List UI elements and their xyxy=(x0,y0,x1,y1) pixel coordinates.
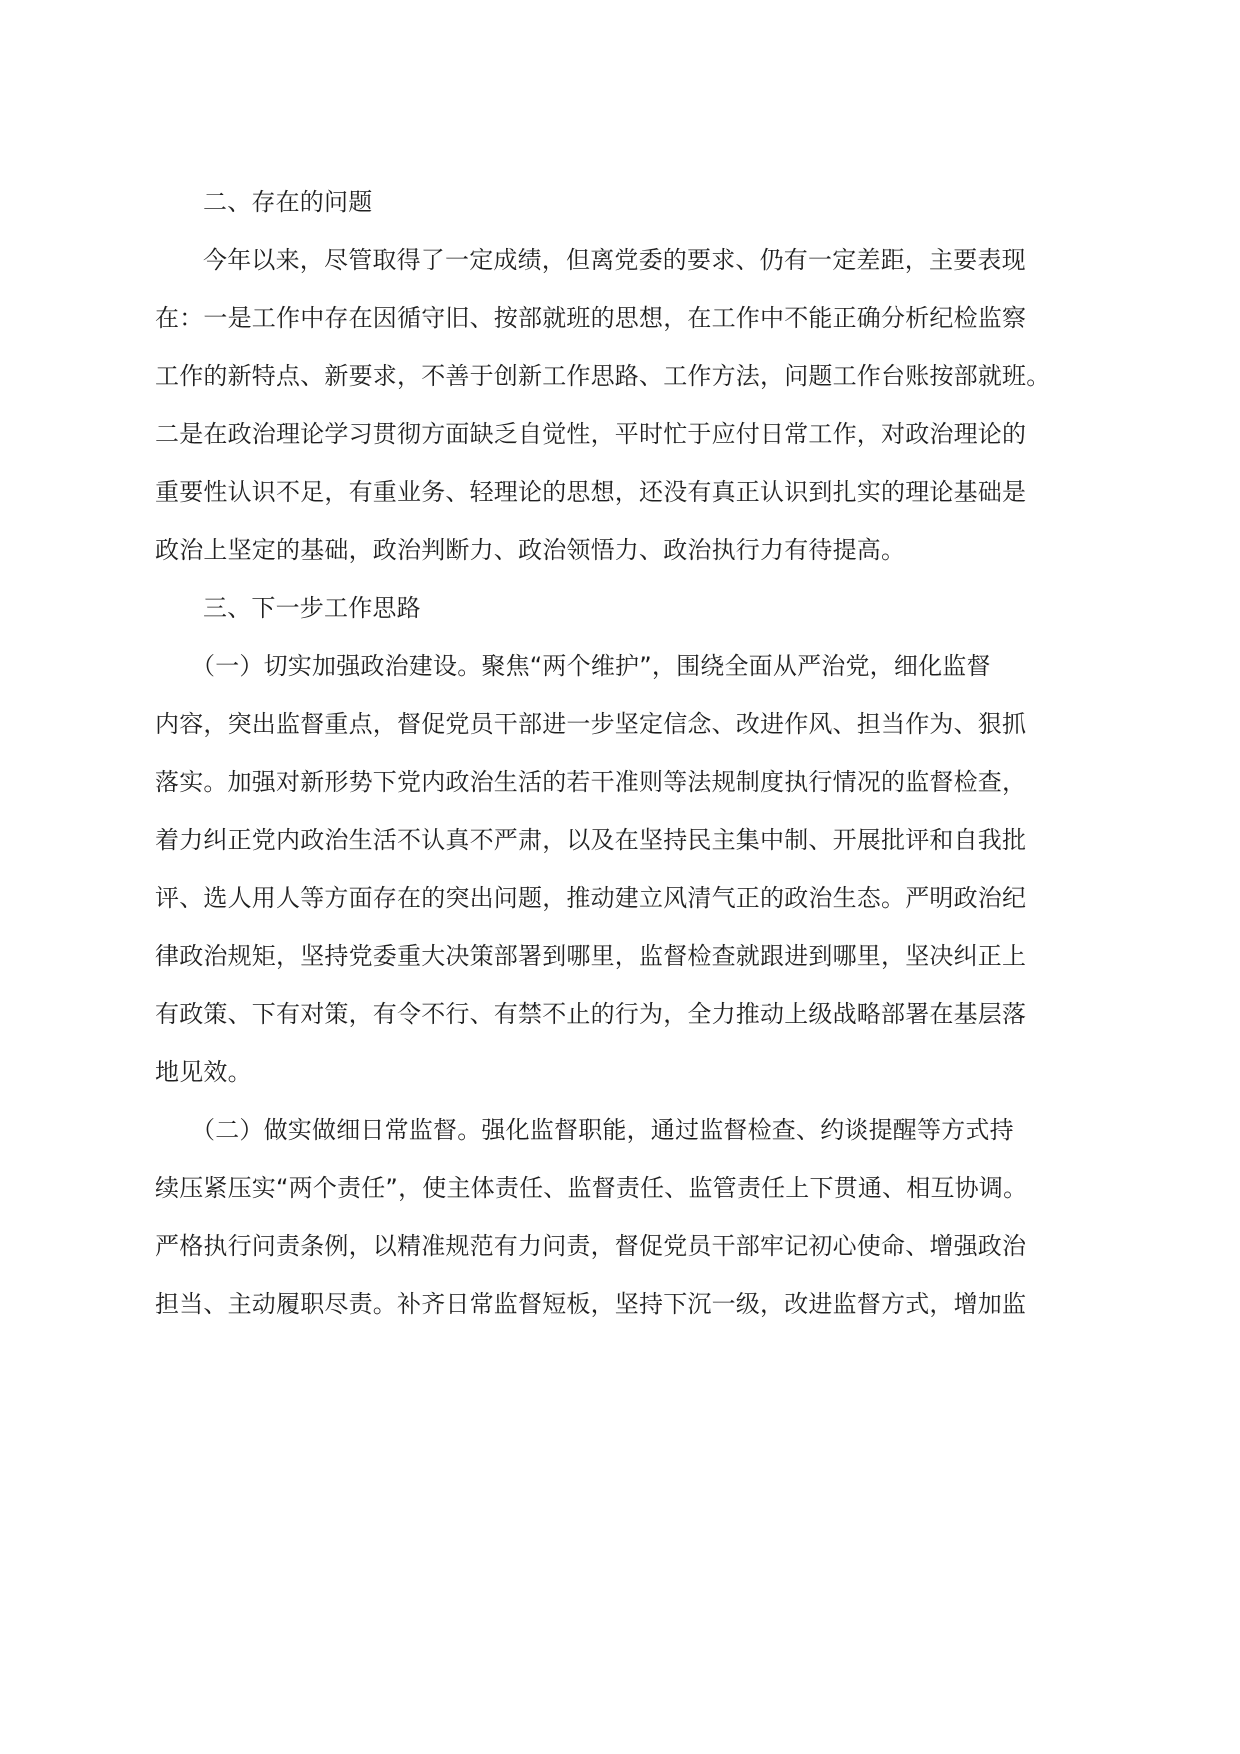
text-line: 在：一是工作中存在因循守旧、按部就班的思想，在工作中不能正确分析纪检监察 xyxy=(155,304,1027,332)
text-line: 今年以来，尽管取得了一定成绩，但离党委的要求、仍有一定差距，主要表现 xyxy=(203,246,1026,274)
text-line: 着力纠正党内政治生活不认真不严肃，以及在坚持民主集中制、开展批评和自我批 xyxy=(155,826,1027,854)
text-line: 二是在政治理论学习贯彻方面缺乏自觉性，平时忙于应付日常工作，对政治理论的 xyxy=(155,420,1027,448)
text-line: 工作的新特点、新要求，不善于创新工作思路、工作方法，问题工作台账按部就班。 xyxy=(155,362,1051,390)
text-line: 内容，突出监督重点，督促党员干部进一步坚定信念、改进作风、担当作为、狠抓 xyxy=(155,710,1027,738)
text-line: 律政治规矩，坚持党委重大决策部署到哪里，监督检查就跟进到哪里，坚决纠正上 xyxy=(155,942,1027,970)
text-line: 担当、主动履职尽责。补齐日常监督短板，坚持下沉一级，改进监督方式，增加监 xyxy=(155,1290,1027,1318)
subheading-political-building: （一）切实加强政治建设。聚焦“两个维护”，围绕全面从严治党，细化监督 xyxy=(191,652,991,680)
text-line: 地见效。 xyxy=(155,1058,252,1086)
text-line: 严格执行问责条例，以精准规范有力问责，督促党员干部牢记初心使命、增强政治 xyxy=(155,1232,1027,1260)
section-heading-problems: 二、存在的问题 xyxy=(203,188,373,216)
text-line: 重要性认识不足，有重业务、轻理论的思想，还没有真正认识到扎实的理论基础是 xyxy=(155,478,1027,506)
text-line: 有政策、下有对策，有令不行、有禁不止的行为，全力推动上级战略部署在基层落 xyxy=(155,1000,1027,1028)
text-line: 续压紧压实“两个责任”，使主体责任、监督责任、监管责任上下贯通、相互协调。 xyxy=(155,1174,1028,1202)
subheading-daily-supervision: （二）做实做细日常监督。强化监督职能，通过监督检查、约谈提醒等方式持 xyxy=(191,1116,1014,1144)
text-line: 落实。加强对新形势下党内政治生活的若干准则等法规制度执行情况的监督检查， xyxy=(155,768,1027,796)
section-heading-next-steps: 三、下一步工作思路 xyxy=(203,594,421,622)
text-line: 评、选人用人等方面存在的突出问题，推动建立风清气正的政治生态。严明政治纪 xyxy=(155,884,1027,912)
text-line: 政治上坚定的基础，政治判断力、政治领悟力、政治执行力有待提高。 xyxy=(155,536,906,564)
